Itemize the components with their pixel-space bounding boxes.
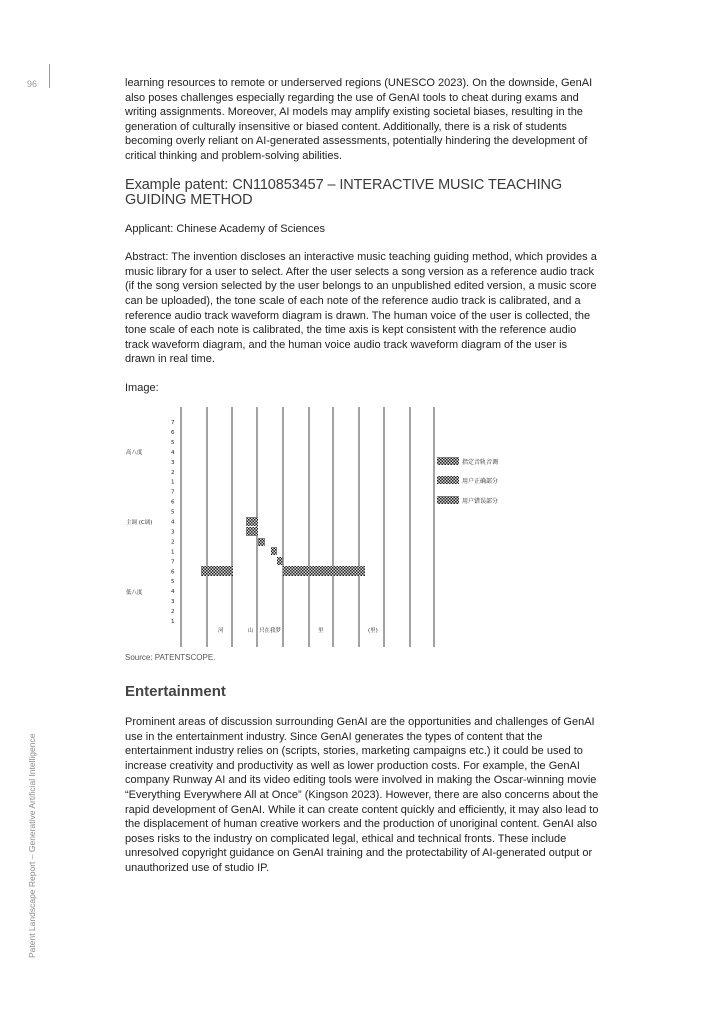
- scale-digit: 7: [171, 420, 175, 426]
- page-number-divider: [49, 64, 50, 88]
- time-label: 只在我梦: [259, 628, 282, 634]
- note-block: [283, 566, 365, 576]
- scale-digit: 5: [171, 579, 175, 586]
- patent-applicant: Applicant: Chinese Academy of Sciences: [125, 222, 325, 235]
- scale-digit: 4: [171, 589, 175, 596]
- note-block: [277, 557, 283, 565]
- octave-label: 低八度: [126, 590, 143, 596]
- legend-label: 用户错误部分: [462, 498, 499, 505]
- side-footer: Patent Landscape Report – Generative Artificial Intelligence: [27, 733, 37, 958]
- time-label: 河: [218, 628, 224, 634]
- scale-digit: 1: [171, 549, 175, 556]
- note-block: [271, 547, 277, 555]
- scale-labels: [171, 420, 175, 625]
- patent-heading: Example patent: CN110853457 – INTERACTIVE MUSIC TEACHING GUIDING METHOD: [125, 176, 563, 208]
- scale-digit: 3: [171, 459, 175, 466]
- figure-legend: [437, 457, 498, 505]
- scale-digit: 5: [171, 439, 175, 446]
- vertical-grid-lines: [181, 407, 434, 647]
- scale-digit: 5: [171, 509, 175, 516]
- note-block: [246, 527, 258, 536]
- main-content: [125, 76, 600, 396]
- patent-abstract: Abstract: The invention discloses an interactive music teaching guiding method, which provides a music library for a user to select. After the user selects a song version as a reference audio track (if the song version selected by the user belongs to an unpublished edited version, a music score can be uploaded), the tone scale of each note of the reference audio track is calibrated, and a reference audio track waveform diagram is drawn. The human voice of the user is collected, the tone scale of each note is calibrated, the time axis is kept consistent with the reference audio track waveform diagram, and the human voice audio track waveform diagram of the user is drawn in real time.: [125, 251, 597, 366]
- time-label: (里): [368, 628, 378, 634]
- scale-digit: 6: [171, 429, 175, 436]
- time-label: 里: [318, 628, 324, 634]
- time-label: 山: [248, 628, 254, 634]
- entertainment-paragraph: Prominent areas of discussion surrounding GenAI are the opportunities and challenges of GenAI use in the entertainment industry. Since GenAI generates the types of content that the entertainment industry relies on (scripts, stories, marketing campaigns etc.) it could be used to increase creativity and productivity as well as lower production costs. For example, the GenAI company Runway AI and its video editing tools were involved in making the Oscar-winning movie “Everything Everywhere All at Once” (Kingson 2023). However, there are also concerns about the rapid development of GenAI. While it can create content quickly and efficiently, it may also lead to the displacement of human creative workers and the production of unoriginal content. GenAI also poses risks to the industry on complicated legal, ethical and technical fronts. These include unresolved copyright guidance on GenAI training and the protectability of AI-generated output or unauthorized use of studio IP.: [125, 716, 599, 874]
- music-waveform-diagram: [125, 402, 505, 650]
- note-block: [258, 538, 265, 546]
- page-number: 96: [27, 79, 38, 89]
- figure-source: Source: PATENTSCOPE.: [125, 653, 216, 662]
- legend-swatch: [437, 496, 459, 504]
- scale-digit: 2: [171, 609, 175, 616]
- intro-paragraph: learning resources to remote or underserved regions (UNESCO 2023). On the downside, GenAI also poses challenges especially regarding the use of GenAI tools to cheat during exams and writing assignments. Moreover, AI models may amplify existing societal biases, resulting in the generation of culturally insensitive or biased content. Additionally, there is a risk of students becoming overly reliant on AI-generated assessments, potentially hindering the development of critical thinking and problem-solving abilities.: [125, 77, 593, 162]
- legend-swatch: [437, 457, 459, 465]
- scale-digit: 2: [171, 539, 175, 546]
- octave-label: 高八度: [126, 450, 143, 456]
- octave-labels: [126, 448, 152, 596]
- scale-digit: 7: [171, 559, 175, 566]
- scale-digit: 4: [171, 449, 175, 456]
- image-label: Image:: [125, 381, 159, 394]
- scale-digit: 6: [171, 569, 175, 576]
- note-block: [246, 517, 258, 526]
- scale-digit: 3: [171, 599, 175, 606]
- scale-digit: 7: [171, 489, 175, 496]
- scale-digit: 3: [171, 529, 175, 536]
- note-block: [201, 566, 233, 576]
- scale-digit: 6: [171, 499, 175, 506]
- legend-label: 用户正确部分: [462, 478, 499, 485]
- legend-label: 指定音轨音调: [462, 459, 499, 466]
- legend-swatch: [437, 476, 459, 484]
- scale-digit: 1: [171, 479, 175, 486]
- lyric-time-labels: [218, 626, 378, 634]
- scale-digit: 1: [171, 619, 175, 625]
- patent-figure: [125, 402, 505, 650]
- scale-digit: 2: [171, 469, 175, 476]
- octave-label: 主调 (C调): [126, 520, 153, 526]
- entertainment-heading: Entertainment: [125, 683, 226, 700]
- scale-digit: 4: [171, 519, 175, 526]
